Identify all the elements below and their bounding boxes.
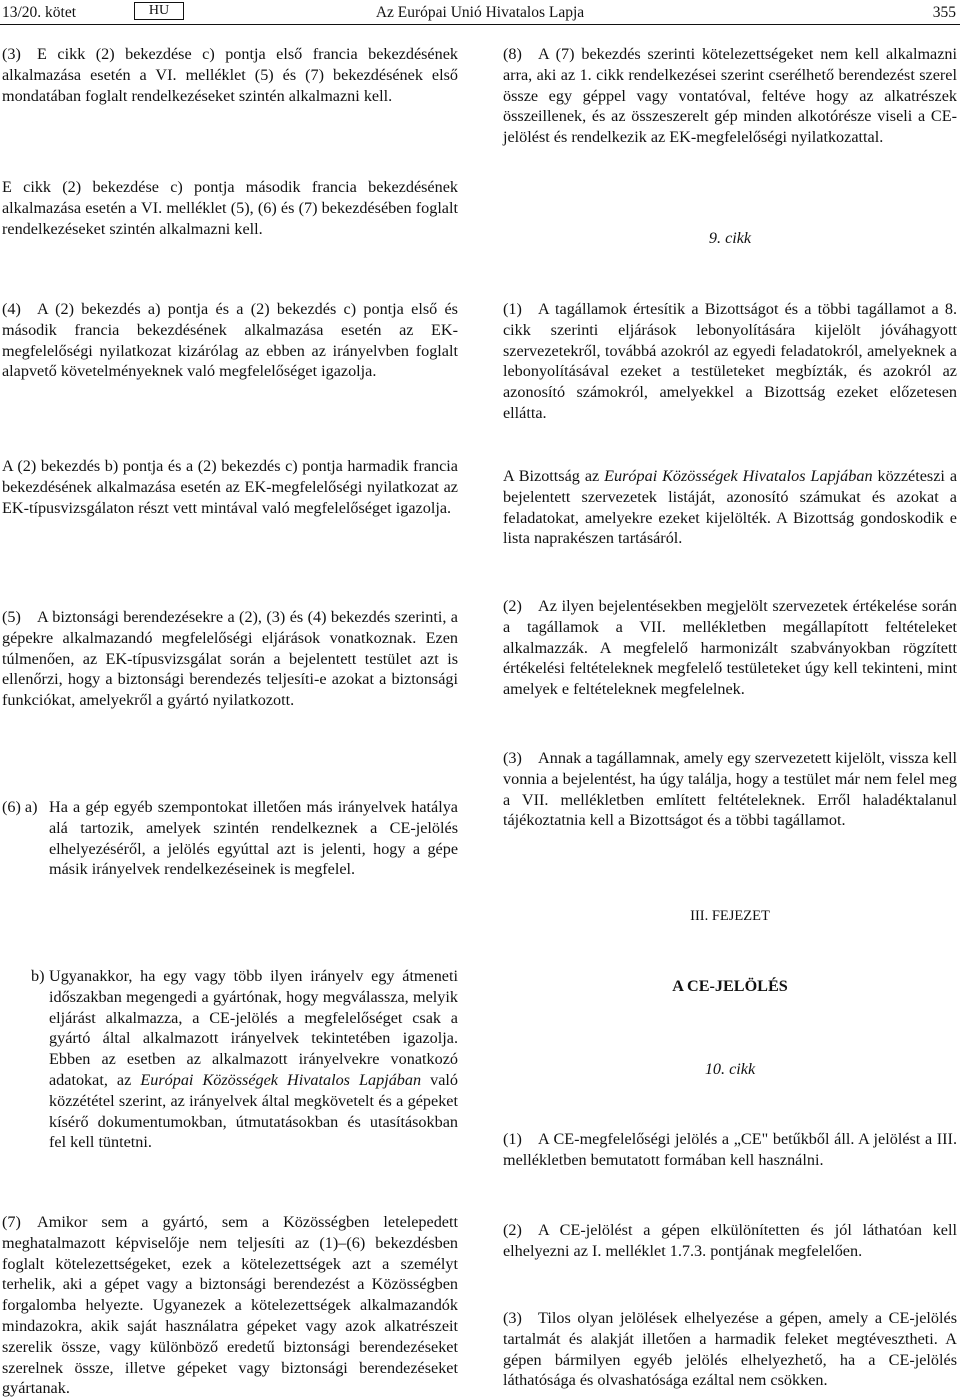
- paragraph-5: (5) A biztonsági berendezésekre a (2), (3) és (4) bekezdés szerinti, a gépekre alkalmazandó megfelelőségi eljárások vonatkoznak. Ezen túlmenően, az EK-típusvizsgálat során a bejelentett testület azt is ellenőrzi, hogy a biztonsági berendezés teljesíti-e azokat a biztonsági funkciókat, amelyekről a gyártó nyilatkozott.: [2, 608, 458, 710]
- article-9-paragraph-3: (3) Annak a tagállamnak, amely egy szervezetett kijelölt, vissza kell vonnia a bejelentést, ha úgy találja, hogy a testület már nem felel meg a VII. mellékletben említett feltételeknek. Erről haladéktalanul tájékoztatnia kell a Bizottságot és a többi tagállamot.: [503, 749, 957, 830]
- article-9-paragraph-1b-text-2: közzéteszi a bejelentett szervezetek listáját, azonosító számukat és azokat a feladatokat, amelyekre ezeket kijelölték. A Bizottság gondoskodik e lista naprakészen tartásáról.: [503, 467, 958, 548]
- chapter-title: A CE-JELÖLÉS: [672, 977, 788, 995]
- chapter-label: III. FEJEZET: [690, 908, 770, 924]
- paragraph-6b-journal-ref: Európai Közösségek Hivatalos Lapjában: [140, 1070, 422, 1089]
- paragraph-6b-text-1: Ugyanakkor, ha egy vagy több ilyen irányelv egy átmeneti időszakban megengedi a gyártónak, hogy megválassza, melyik eljárást alkalmazza, a CE-jelölés a megfelelőséget csak a gyártó által alkalmazott irányelvek tekintetében igazolja. Ebben az esetben az alkalmazott irányelvekre vonatkozó adatokat, az: [49, 967, 458, 1089]
- paragraph-6b-text-2: való közzététel szerint, az irányelvek által megkövetelt és a gépeket kísérő dokumentumokban, útmutatásokban és utasításokban fel kell tüntetni.: [49, 1070, 458, 1152]
- article-10-paragraph-2: (2) A CE-jelölést a gépen elkülönítetten és jól láthatóan kell elhelyezni az I. melléklet 1.7.3. pontjának megfelelően.: [503, 1221, 957, 1260]
- paragraph-6a-label: (6) a): [2, 798, 38, 816]
- paragraph-4-b: A (2) bekezdés b) pontja és a (2) bekezdés c) pontja harmadik francia bekezdésének alkalmazása esetén az EK-megfelelőségi nyilatkozat az EK-típusvizsgálaton részt vett mintával való megfelelőséget igazolja.: [2, 457, 458, 517]
- article-9-paragraph-2: (2) Az ilyen bejelentésekben megjelölt szervezetek értékelése során a tagállamok a VII. mellékletben megállapított feltételeket alkalmazzák. A megfelelő harmonizált szabványokban rögzített értékelési feltételeknek megfelelő testületeket úgy kell tekinteni, mint amelyek e feltételeknek megfelelnek.: [503, 597, 957, 699]
- language-badge: HU: [134, 2, 184, 20]
- paragraph-4: (4) A (2) bekezdés a) pontja és a (2) bekezdés c) pontja első és második francia bekezdésének alkalmazása esetén az EK-megfelelőségi nyilatkozat kizárólag az ebben az irányelvben foglalt alapvető követelményeknek való megfelelőséget igazolja.: [2, 300, 458, 381]
- page-number: 355: [932, 4, 956, 21]
- header-divider: [0, 24, 960, 25]
- article-10-paragraph-1: (1) A CE-megfelelőségi jelölés a „CE" betűkből áll. A jelölést a III. mellékletben bemutatott formában kell használni.: [503, 1130, 957, 1169]
- article-9-journal-ref: Európai Közösségek Hivatalos Lapjában: [604, 467, 873, 485]
- paragraph-6b: [2, 966, 458, 1153]
- volume-label: 13/20. kötet: [2, 4, 77, 21]
- article-9-heading: 9. cikk: [708, 229, 752, 247]
- paragraph-6a-text: Ha a gép egyéb szempontokat illetően más irányelvek hatálya alá tartozik, amelyek szintén rendelkeznek a CE-jelölés elhelyezéséről, a jelölés egyúttal azt is jelenti, hogy a gépe másik irányelvek rendelkezéseinek is megfelel.: [49, 798, 458, 879]
- article-9-paragraph-1b-text-1: A Bizottság az: [503, 467, 605, 485]
- article-9-paragraph-1: (1) A tagállamok értesítik a Bizottságot és a többi tagállamot a 8. cikk szerinti eljárások lebonyolítására kijelölt jóváhagyott szervezetekről, továbbá azokról az egyedi feladatokról, amelyeknek a lebonyolításával ezeket a testületeket megbízták, és azokról az azonosító számokról, amelyekkel a Bizottság ezeket előzetesen ellátta.: [503, 300, 957, 422]
- paragraph-3: (3) E cikk (2) bekezdése c) pontja első francia bekezdésének alkalmazása esetén a VI. melléklet (5) és (7) bekezdésének első mondatában foglalt rendelkezéseket szintén alkalmazni kell.: [2, 45, 458, 105]
- paragraph-7: (7) Amikor sem a gyártó, sem a Közösségben letelepedett meghatalmazott képviselője nem teljesíti az (1)–(6) bekezdésben foglalt kötelezettségeket, ezek a kötelezettségek azt a személyt terhelik, aki a gépet vagy a biztonsági berendezést a Közösségben forgalomba helyezte. Ugyanezek a kötelezettségek alkalmazandók mindazokra, akik saját használatra gépeket vagy azok alkatrészeit szerelik össze, vagy különböző eredetű biztonsági berendezéseket szerelnek össze, illetve gépeket vagy biztonsági berendezéseket gyártanak.: [2, 1213, 458, 1398]
- article-10-paragraph-3: (3) Tilos olyan jelölések elhelyezése a gépen, amely a CE-jelölés tartalmát és alakját illetően a harmadik feleket megtévesztheti. A gépen bármilyen egyéb jelölés elhelyezhető, ha a CE-jelölés láthatósága és olvashatósága ezáltal nem csökken.: [503, 1309, 957, 1390]
- article-9-paragraph-1b: [503, 466, 957, 549]
- article-10-heading: 10. cikk: [704, 1060, 756, 1078]
- paragraph-6b-label: b): [31, 967, 45, 985]
- page-header: [0, 0, 960, 26]
- paragraph-6a: [2, 797, 458, 880]
- journal-title: Az Európai Unió Hivatalos Lapja: [375, 4, 585, 21]
- paragraph-3-second-indent: E cikk (2) bekezdése c) pontja második francia bekezdésének alkalmazása esetén a VI. melléklet (5), (6) és (7) bekezdésében foglalt rendelkezéseket szintén alkalmazni kell.: [2, 178, 458, 238]
- paragraph-6b-text: [49, 966, 458, 1153]
- paragraph-8: (8) A (7) bekezdés szerinti kötelezettségeket nem kell alkalmazni arra, aki az 1. cikk rendelkezései szerint cserélhető berendezést szerel össze egy géppel vagy vontatóval, feltéve hogy az alkatrészek összeillenek, és az összeszerelt gép minden alkotórésze viseli a CE-jelölést és rendelkezik az EK-megfelelőségi nyilatkozattal.: [503, 45, 957, 147]
